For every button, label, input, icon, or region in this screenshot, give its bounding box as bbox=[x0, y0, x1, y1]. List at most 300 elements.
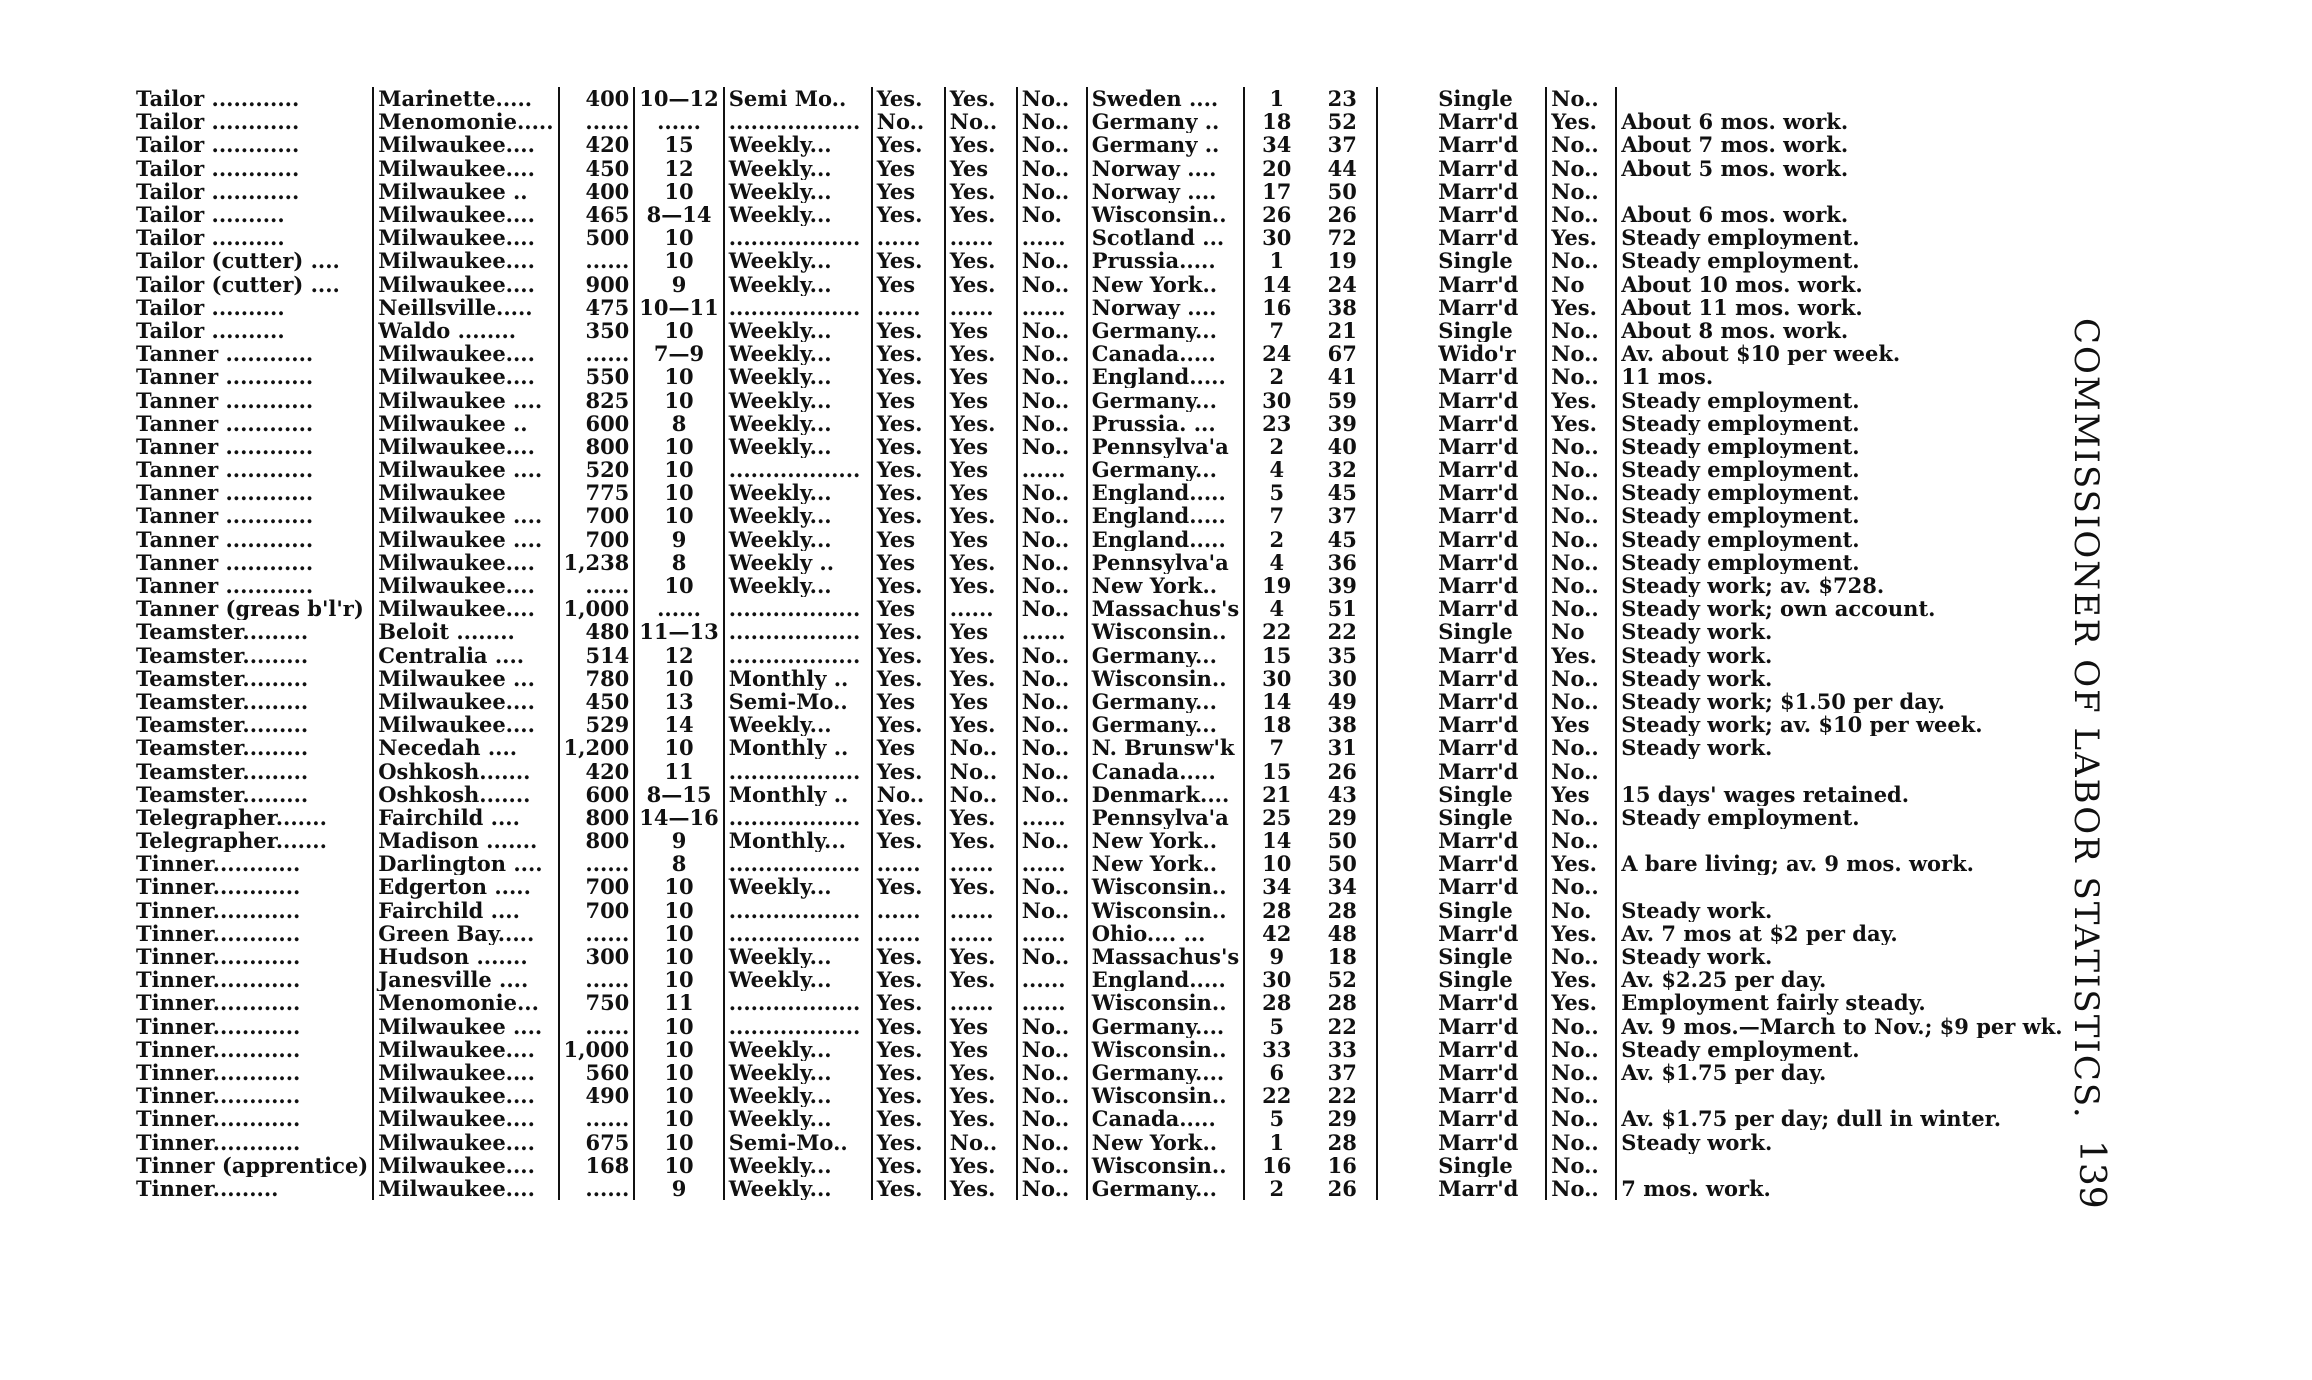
civil-status-cell: Marr'd bbox=[1434, 759, 1546, 782]
answer-1-cell: Yes bbox=[872, 690, 945, 713]
column-gap bbox=[1377, 528, 1434, 551]
answer-3-cell: ...... bbox=[1017, 922, 1087, 945]
remarks-cell: Steady work. bbox=[1621, 1130, 1773, 1154]
civil-status-cell: Marr'd bbox=[1434, 1177, 1546, 1200]
pay-period-cell: Weekly... bbox=[724, 435, 872, 458]
nativity-cell: England..... bbox=[1087, 504, 1245, 527]
answer-4-cell: No.. bbox=[1546, 759, 1616, 782]
table-body bbox=[132, 87, 2105, 1200]
answer-1-cell: Yes. bbox=[872, 968, 945, 991]
age-cell: 35 bbox=[1308, 644, 1377, 667]
location-cell: Milwaukee.... bbox=[373, 342, 558, 365]
answer-2-cell: Yes bbox=[945, 1038, 1017, 1061]
location-cell: Milwaukee .. bbox=[373, 180, 558, 203]
earnings-cell: 1,200 bbox=[559, 736, 635, 759]
pay-period-cell: Weekly... bbox=[724, 945, 872, 968]
occupation-cell: Tailor ............ bbox=[132, 87, 373, 110]
pay-period-cell: Weekly... bbox=[724, 1084, 872, 1107]
remarks-cell bbox=[1616, 875, 2105, 898]
answer-4-cell: No.. bbox=[1546, 133, 1616, 156]
answer-3-cell: No.. bbox=[1017, 899, 1087, 922]
remarks-cell: Steady employment. bbox=[1621, 411, 1860, 435]
pay-period-cell: Weekly... bbox=[724, 273, 872, 296]
answer-4-cell: No.. bbox=[1546, 736, 1616, 759]
answer-4-cell: No.. bbox=[1546, 945, 1616, 968]
nativity-cell: Germany... bbox=[1087, 458, 1245, 481]
hours-cell: 7—9 bbox=[634, 342, 723, 365]
hours-cell: 11—13 bbox=[634, 620, 723, 643]
occupation-cell: Tanner ............ bbox=[132, 551, 373, 574]
location-cell: Milwaukee.... bbox=[373, 1084, 558, 1107]
age-cell: 22 bbox=[1308, 620, 1377, 643]
table-row bbox=[132, 180, 2105, 203]
hours-cell: 8—14 bbox=[634, 203, 723, 226]
age-cell: 50 bbox=[1308, 829, 1377, 852]
years-cell: 30 bbox=[1262, 388, 1292, 412]
civil-status-cell: Marr'd bbox=[1434, 713, 1546, 736]
answer-2-cell: Yes. bbox=[945, 1177, 1017, 1200]
pay-period-cell: .................. bbox=[724, 597, 872, 620]
occupation-cell: Teamster......... bbox=[132, 690, 373, 713]
civil-status-cell: Marr'd bbox=[1434, 203, 1546, 226]
hours-cell: 14 bbox=[634, 713, 723, 736]
table-row bbox=[132, 945, 2105, 968]
earnings-cell: 600 bbox=[559, 412, 635, 435]
answer-4-cell: No.. bbox=[1546, 528, 1616, 551]
years-cell: 1 bbox=[1269, 249, 1285, 273]
remarks-cell bbox=[1616, 87, 2105, 110]
earnings-cell: 700 bbox=[559, 528, 635, 551]
table-row bbox=[132, 829, 2105, 852]
column-gap bbox=[1377, 180, 1434, 203]
hours-cell: 8 bbox=[634, 412, 723, 435]
age-cell: 37 bbox=[1308, 1061, 1377, 1084]
table-row bbox=[132, 319, 2105, 342]
years-cell: 16 bbox=[1262, 1153, 1292, 1177]
years-cell: 1 bbox=[1269, 87, 1285, 111]
answer-1-cell: ...... bbox=[872, 922, 945, 945]
answer-4-cell: Yes. bbox=[1546, 922, 1616, 945]
nativity-cell: Wisconsin.. bbox=[1087, 875, 1245, 898]
answer-3-cell: No.. bbox=[1017, 1154, 1087, 1177]
location-cell: Janesville .... bbox=[373, 968, 558, 991]
pay-period-cell: Weekly... bbox=[724, 412, 872, 435]
age-cell: 40 bbox=[1308, 435, 1377, 458]
earnings-cell: 1,238 bbox=[559, 551, 635, 574]
remarks-cell bbox=[1616, 829, 2105, 852]
column-gap bbox=[1377, 759, 1434, 782]
remarks-cell: About 6 mos. work. bbox=[1621, 110, 1849, 134]
answer-2-cell: No.. bbox=[945, 759, 1017, 782]
earnings-cell: 780 bbox=[559, 667, 635, 690]
table-row bbox=[132, 296, 2105, 319]
answer-2-cell: Yes bbox=[945, 388, 1017, 411]
occupation-cell: Tinner............ bbox=[132, 875, 373, 898]
location-cell: Milwaukee.... bbox=[373, 551, 558, 574]
answer-2-cell: ...... bbox=[945, 899, 1017, 922]
pay-period-cell: .................. bbox=[724, 458, 872, 481]
pay-period-cell: .................. bbox=[724, 1015, 872, 1038]
table-row bbox=[132, 1130, 2105, 1153]
answer-3-cell: No.. bbox=[1017, 435, 1087, 458]
answer-3-cell: No.. bbox=[1017, 829, 1087, 852]
table-row bbox=[132, 667, 2105, 690]
civil-status-cell: Marr'd bbox=[1434, 481, 1546, 504]
civil-status-cell: Marr'd bbox=[1434, 852, 1546, 875]
pay-period-cell: Monthly .. bbox=[724, 667, 872, 690]
answer-3-cell: ...... bbox=[1017, 968, 1087, 991]
years-cell: 5 bbox=[1269, 481, 1285, 505]
answer-4-cell: No.. bbox=[1546, 551, 1616, 574]
occupation-cell: Tailor ............ bbox=[132, 110, 373, 133]
pay-period-cell: Weekly... bbox=[724, 574, 872, 597]
answer-3-cell: No.. bbox=[1017, 481, 1087, 504]
earnings-cell: 475 bbox=[559, 296, 635, 319]
answer-4-cell: No.. bbox=[1546, 481, 1616, 504]
years-cell: 2 bbox=[1269, 434, 1285, 458]
nativity-cell: Canada..... bbox=[1087, 759, 1245, 782]
occupation-cell: Telegrapher....... bbox=[132, 806, 373, 829]
answer-4-cell: Yes. bbox=[1546, 388, 1616, 411]
nativity-cell: Denmark.... bbox=[1087, 783, 1245, 806]
answer-4-cell: No.. bbox=[1546, 574, 1616, 597]
age-cell: 67 bbox=[1308, 342, 1377, 365]
years-cell: 4 bbox=[1269, 458, 1285, 482]
hours-cell: 10 bbox=[634, 1130, 723, 1153]
years-cell: 2 bbox=[1269, 1176, 1285, 1200]
civil-status-cell: Marr'd bbox=[1434, 412, 1546, 435]
answer-2-cell: Yes. bbox=[945, 945, 1017, 968]
occupation-cell: Tailor ............ bbox=[132, 157, 373, 180]
remarks-cell: About 8 mos. work. bbox=[1621, 318, 1849, 343]
age-cell: 44 bbox=[1308, 157, 1377, 180]
age-cell: 41 bbox=[1308, 365, 1377, 388]
answer-1-cell: Yes. bbox=[872, 713, 945, 736]
location-cell: Fairchild .... bbox=[373, 806, 558, 829]
answer-3-cell: ...... bbox=[1017, 991, 1087, 1014]
age-cell: 28 bbox=[1308, 1130, 1377, 1153]
years-cell: 2 bbox=[1269, 365, 1285, 389]
answer-2-cell: Yes. bbox=[945, 551, 1017, 574]
occupation-cell: Tailor ............ bbox=[132, 133, 373, 156]
nativity-cell: England..... bbox=[1087, 528, 1245, 551]
nativity-cell: England..... bbox=[1087, 968, 1245, 991]
remarks-cell: About 6 mos. work. bbox=[1621, 202, 1849, 227]
remarks-cell: Av. 9 mos.—March to Nov.; $9 per wk. bbox=[1621, 1014, 2063, 1038]
answer-1-cell: Yes bbox=[872, 157, 945, 180]
hours-cell: 10 bbox=[634, 1154, 723, 1177]
answer-4-cell: No.. bbox=[1546, 365, 1616, 388]
answer-4-cell: Yes bbox=[1546, 783, 1616, 806]
pay-period-cell: Weekly... bbox=[724, 157, 872, 180]
earnings-cell: ...... bbox=[559, 1177, 635, 1200]
remarks-cell: Steady work. bbox=[1621, 944, 1773, 969]
civil-status-cell: Marr'd bbox=[1434, 875, 1546, 898]
answer-4-cell: Yes. bbox=[1546, 110, 1616, 133]
occupation-cell: Tanner ............ bbox=[132, 504, 373, 527]
answer-3-cell: No.. bbox=[1017, 875, 1087, 898]
hours-cell: 11 bbox=[634, 759, 723, 782]
age-cell: 52 bbox=[1308, 968, 1377, 991]
years-cell: 21 bbox=[1262, 782, 1292, 806]
answer-1-cell: Yes. bbox=[872, 481, 945, 504]
years-cell: 6 bbox=[1269, 1060, 1285, 1085]
pay-period-cell: Weekly... bbox=[724, 1061, 872, 1084]
hours-cell: 10 bbox=[634, 249, 723, 272]
occupation-cell: Tailor .......... bbox=[132, 296, 373, 319]
pay-period-cell: Semi Mo.. bbox=[724, 87, 872, 110]
earnings-cell: 700 bbox=[559, 504, 635, 527]
location-cell: Milwaukee ... bbox=[373, 667, 558, 690]
page-number bbox=[2066, 1140, 2146, 1220]
pay-period-cell: .................. bbox=[724, 991, 872, 1014]
table-row bbox=[132, 968, 2105, 991]
answer-2-cell: No.. bbox=[945, 1130, 1017, 1153]
table-row bbox=[132, 1015, 2105, 1038]
answer-2-cell: Yes. bbox=[945, 713, 1017, 736]
answer-4-cell: Yes. bbox=[1546, 412, 1616, 435]
column-gap bbox=[1377, 968, 1434, 991]
answer-3-cell: No.. bbox=[1017, 1061, 1087, 1084]
answer-1-cell: Yes bbox=[872, 180, 945, 203]
column-gap bbox=[1377, 1061, 1434, 1084]
answer-1-cell: Yes. bbox=[872, 1177, 945, 1200]
hours-cell: 10 bbox=[634, 458, 723, 481]
answer-4-cell: No.. bbox=[1546, 504, 1616, 527]
occupation-cell: Teamster......... bbox=[132, 667, 373, 690]
answer-2-cell: Yes. bbox=[945, 180, 1017, 203]
remarks-cell: Steady employment. bbox=[1621, 226, 1860, 250]
answer-2-cell: Yes bbox=[945, 481, 1017, 504]
table-row bbox=[132, 991, 2105, 1014]
remarks-cell: Employment fairly steady. bbox=[1621, 991, 1926, 1015]
answer-1-cell: Yes bbox=[872, 273, 945, 296]
nativity-cell: N. Brunsw'k bbox=[1087, 736, 1245, 759]
answer-4-cell: Yes. bbox=[1546, 968, 1616, 991]
years-cell: 2 bbox=[1269, 527, 1285, 551]
earnings-cell: 550 bbox=[559, 365, 635, 388]
nativity-cell: Massachus's bbox=[1087, 945, 1245, 968]
civil-status-cell: Marr'd bbox=[1434, 829, 1546, 852]
hours-cell: 9 bbox=[634, 1177, 723, 1200]
hours-cell: 14—16 bbox=[634, 806, 723, 829]
nativity-cell: Canada..... bbox=[1087, 1107, 1245, 1130]
occupation-cell: Telegrapher....... bbox=[132, 829, 373, 852]
age-cell: 18 bbox=[1308, 945, 1377, 968]
civil-status-cell: Single bbox=[1434, 806, 1546, 829]
age-cell: 72 bbox=[1308, 226, 1377, 249]
nativity-cell: Wisconsin.. bbox=[1087, 1084, 1245, 1107]
location-cell: Milwaukee.... bbox=[373, 133, 558, 156]
answer-2-cell: Yes. bbox=[945, 504, 1017, 527]
earnings-cell: 600 bbox=[559, 783, 635, 806]
earnings-cell: 1,000 bbox=[559, 1038, 635, 1061]
hours-cell: ...... bbox=[634, 597, 723, 620]
answer-1-cell: Yes. bbox=[872, 458, 945, 481]
answer-3-cell: No.. bbox=[1017, 365, 1087, 388]
table-row bbox=[132, 481, 2105, 504]
earnings-cell: 420 bbox=[559, 759, 635, 782]
hours-cell: 8—15 bbox=[634, 783, 723, 806]
location-cell: Milwaukee.... bbox=[373, 1177, 558, 1200]
nativity-cell: Germany... bbox=[1087, 1177, 1245, 1200]
age-cell: 16 bbox=[1308, 1154, 1377, 1177]
occupation-cell: Tailor .......... bbox=[132, 226, 373, 249]
civil-status-cell: Single bbox=[1434, 968, 1546, 991]
pay-period-cell: Weekly .. bbox=[724, 551, 872, 574]
age-cell: 29 bbox=[1308, 806, 1377, 829]
table-row bbox=[132, 806, 2105, 829]
answer-2-cell: Yes. bbox=[945, 87, 1017, 110]
occupation-cell: Tailor (cutter) .... bbox=[132, 273, 373, 296]
civil-status-cell: Single bbox=[1434, 945, 1546, 968]
column-gap bbox=[1377, 319, 1434, 342]
location-cell: Milwaukee .... bbox=[373, 1015, 558, 1038]
occupation-cell: Tanner ............ bbox=[132, 342, 373, 365]
table-row bbox=[132, 1154, 2105, 1177]
age-cell: 19 bbox=[1308, 249, 1377, 272]
answer-2-cell: No.. bbox=[945, 736, 1017, 759]
answer-1-cell: Yes. bbox=[872, 1154, 945, 1177]
age-cell: 28 bbox=[1308, 899, 1377, 922]
age-cell: 23 bbox=[1308, 87, 1377, 110]
hours-cell: 12 bbox=[634, 644, 723, 667]
running-head-text: COMMISSIONER OF LABOR STATISTICS. bbox=[2066, 318, 2106, 1120]
pay-period-cell: Weekly... bbox=[724, 249, 872, 272]
answer-1-cell: Yes. bbox=[872, 875, 945, 898]
pay-period-cell: Weekly... bbox=[724, 504, 872, 527]
answer-3-cell: ...... bbox=[1017, 620, 1087, 643]
remarks-cell: Steady employment. bbox=[1621, 550, 1860, 574]
answer-1-cell: Yes bbox=[872, 736, 945, 759]
remarks-cell bbox=[1616, 1084, 2105, 1107]
hours-cell: 9 bbox=[634, 273, 723, 296]
answer-2-cell: Yes. bbox=[945, 968, 1017, 991]
civil-status-cell: Marr'd bbox=[1434, 273, 1546, 296]
remarks-cell: Av. $2.25 per day. bbox=[1621, 968, 1827, 992]
table-row bbox=[132, 342, 2105, 365]
remarks-cell: 15 days' wages retained. bbox=[1621, 782, 1910, 806]
answer-2-cell: Yes. bbox=[945, 273, 1017, 296]
table-row bbox=[132, 690, 2105, 713]
remarks-cell: Steady work. bbox=[1621, 643, 1773, 667]
location-cell: Milwaukee.... bbox=[373, 157, 558, 180]
civil-status-cell: Marr'd bbox=[1434, 690, 1546, 713]
answer-2-cell: Yes. bbox=[945, 1061, 1017, 1084]
location-cell: Menomonie... bbox=[373, 991, 558, 1014]
years-cell: 7 bbox=[1269, 318, 1285, 343]
table-row bbox=[132, 922, 2105, 945]
civil-status-cell: Marr'd bbox=[1434, 1130, 1546, 1153]
answer-4-cell: Yes. bbox=[1546, 644, 1616, 667]
table-row bbox=[132, 759, 2105, 782]
pay-period-cell: .................. bbox=[724, 644, 872, 667]
civil-status-cell: Marr'd bbox=[1434, 180, 1546, 203]
civil-status-cell: Marr'd bbox=[1434, 736, 1546, 759]
column-gap bbox=[1377, 1154, 1434, 1177]
occupation-cell: Tinner............ bbox=[132, 922, 373, 945]
years-cell: 7 bbox=[1269, 736, 1285, 760]
remarks-cell: Steady work; $1.50 per day. bbox=[1621, 689, 1945, 714]
pay-period-cell: Weekly... bbox=[724, 388, 872, 411]
column-gap bbox=[1377, 667, 1434, 690]
answer-4-cell: No.. bbox=[1546, 157, 1616, 180]
answer-4-cell: Yes. bbox=[1546, 991, 1616, 1014]
age-cell: 36 bbox=[1308, 551, 1377, 574]
hours-cell: 10 bbox=[634, 435, 723, 458]
pay-period-cell: .................. bbox=[724, 620, 872, 643]
age-cell: 50 bbox=[1308, 852, 1377, 875]
location-cell: Milwaukee .. bbox=[373, 412, 558, 435]
occupation-cell: Tanner ............ bbox=[132, 435, 373, 458]
age-cell: 30 bbox=[1308, 667, 1377, 690]
answer-4-cell: Yes. bbox=[1546, 852, 1616, 875]
column-gap bbox=[1377, 87, 1434, 110]
answer-3-cell: No.. bbox=[1017, 180, 1087, 203]
location-cell: Milwaukee.... bbox=[373, 435, 558, 458]
nativity-cell: Canada..... bbox=[1087, 342, 1245, 365]
answer-2-cell: Yes bbox=[945, 435, 1017, 458]
earnings-cell: 825 bbox=[559, 388, 635, 411]
earnings-cell: 800 bbox=[559, 435, 635, 458]
hours-cell: 10 bbox=[634, 945, 723, 968]
answer-3-cell: No.. bbox=[1017, 1130, 1087, 1153]
answer-4-cell: No.. bbox=[1546, 1177, 1616, 1200]
answer-1-cell: Yes. bbox=[872, 1130, 945, 1153]
earnings-cell: 500 bbox=[559, 226, 635, 249]
table-row bbox=[132, 504, 2105, 527]
age-cell: 26 bbox=[1308, 759, 1377, 782]
pay-period-cell: Weekly... bbox=[724, 1177, 872, 1200]
answer-1-cell: ...... bbox=[872, 899, 945, 922]
years-cell: 33 bbox=[1262, 1037, 1292, 1061]
hours-cell: 10 bbox=[634, 319, 723, 342]
remarks-cell: Steady work; av. $10 per week. bbox=[1621, 713, 1983, 737]
hours-cell: 10—11 bbox=[634, 296, 723, 319]
earnings-cell: 529 bbox=[559, 713, 635, 736]
nativity-cell: Germany... bbox=[1087, 388, 1245, 411]
location-cell: Milwaukee.... bbox=[373, 249, 558, 272]
answer-4-cell: No.. bbox=[1546, 829, 1616, 852]
nativity-cell: Scotland ... bbox=[1087, 226, 1245, 249]
occupation-cell: Tailor .......... bbox=[132, 319, 373, 342]
answer-2-cell: No.. bbox=[945, 110, 1017, 133]
pay-period-cell: Monthly... bbox=[724, 829, 872, 852]
civil-status-cell: Marr'd bbox=[1434, 504, 1546, 527]
hours-cell: 10 bbox=[634, 1038, 723, 1061]
answer-4-cell: No.. bbox=[1546, 249, 1616, 272]
pay-period-cell: Monthly .. bbox=[724, 736, 872, 759]
civil-status-cell: Marr'd bbox=[1434, 157, 1546, 180]
answer-4-cell: No bbox=[1546, 620, 1616, 643]
table-row bbox=[132, 435, 2105, 458]
remarks-cell: Steady work. bbox=[1621, 898, 1773, 922]
answer-2-cell: Yes. bbox=[945, 574, 1017, 597]
earnings-cell: 450 bbox=[559, 690, 635, 713]
answer-1-cell: Yes. bbox=[872, 365, 945, 388]
answer-3-cell: No.. bbox=[1017, 133, 1087, 156]
answer-4-cell: No.. bbox=[1546, 1130, 1616, 1153]
civil-status-cell: Marr'd bbox=[1434, 110, 1546, 133]
answer-2-cell: Yes bbox=[945, 1015, 1017, 1038]
column-gap bbox=[1377, 342, 1434, 365]
nativity-cell: England..... bbox=[1087, 365, 1245, 388]
column-gap bbox=[1377, 435, 1434, 458]
hours-cell: 11 bbox=[634, 991, 723, 1014]
column-gap bbox=[1377, 110, 1434, 133]
pay-period-cell: .................. bbox=[724, 922, 872, 945]
hours-cell: 10 bbox=[634, 226, 723, 249]
